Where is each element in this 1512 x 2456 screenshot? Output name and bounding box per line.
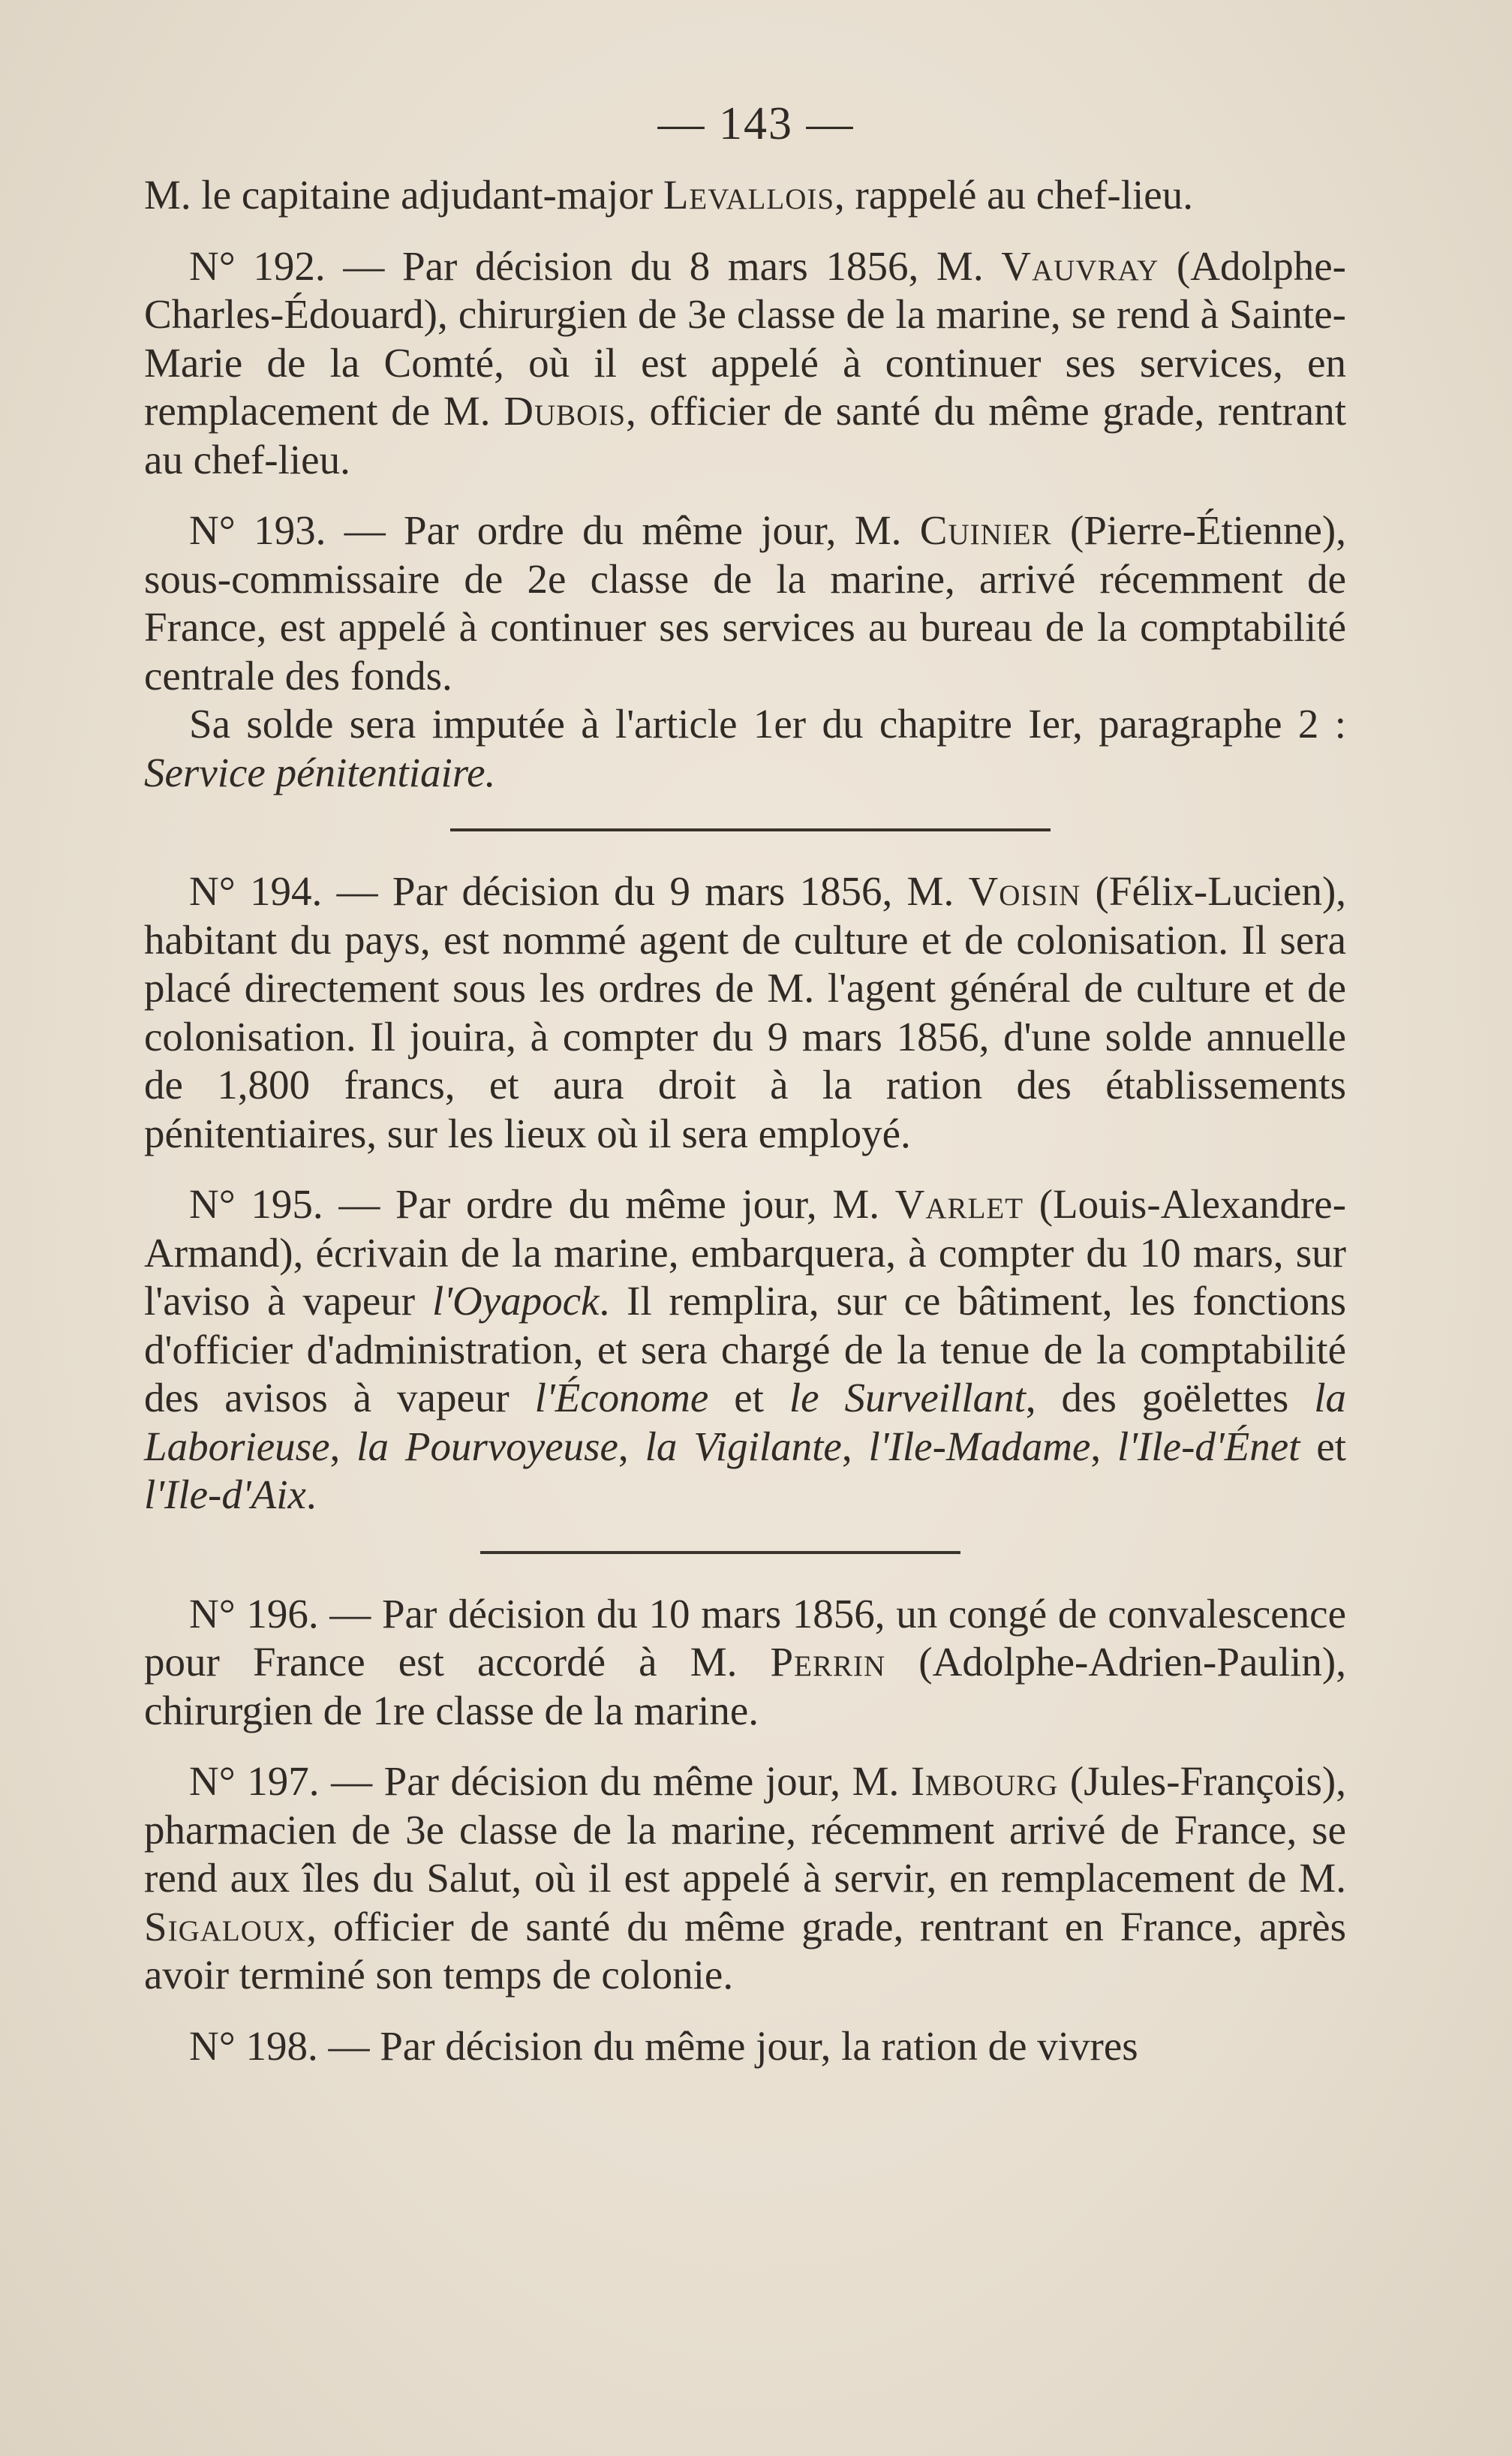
page-number: — 143 — bbox=[657, 98, 855, 149]
body-text bbox=[144, 171, 1346, 2070]
ship-name: la Laborieuse bbox=[144, 1375, 1347, 1469]
person-name: Levallois bbox=[663, 172, 835, 218]
italic-text: Service pénitentiaire. bbox=[144, 749, 496, 795]
person-name: Perrin bbox=[770, 1639, 886, 1685]
entry-number: N° 192. bbox=[189, 242, 326, 289]
text-run: — Par ordre du même jour, M. bbox=[323, 1181, 895, 1227]
entry-number: N° 197. bbox=[189, 1758, 320, 1804]
person-name: Vauvray bbox=[1001, 242, 1159, 289]
paragraph-193 bbox=[144, 507, 1346, 700]
paragraph-192 bbox=[144, 242, 1346, 485]
person-name: Imbourg bbox=[910, 1758, 1059, 1804]
text-run: , bbox=[329, 1423, 357, 1469]
text-run: — Par ordre du même jour, M. bbox=[326, 507, 920, 553]
entry-number: N° 194. bbox=[189, 868, 323, 914]
text-run: , officier de santé du même grade, rentrant au chef-lieu. bbox=[144, 388, 1347, 482]
paragraph-continuation bbox=[144, 171, 1346, 220]
text-run: (Louis-Alexandre-Armand), écrivain de la marine, embarquera, à compter du 10 mars, sur l'aviso à vapeur bbox=[144, 1181, 1347, 1324]
text-run: , bbox=[841, 1423, 869, 1469]
ship-name: l'Économe bbox=[534, 1375, 709, 1420]
text-run: (Pierre-Étienne), sous-commissaire de 2e classe de la marine, arrivé récemment de France, est appelé à continuer ses services au bureau de la comptabilité centrale des fonds. bbox=[144, 507, 1346, 699]
text-run: , rappelé au chef-lieu. bbox=[834, 172, 1193, 218]
ship-name: le Surveillant bbox=[789, 1375, 1026, 1420]
person-name: Cuinier bbox=[919, 507, 1052, 553]
entry-number: N° 193. bbox=[189, 507, 326, 553]
paragraph-196 bbox=[144, 1590, 1346, 1736]
entry-number: N° 195. bbox=[189, 1181, 323, 1227]
ship-name: l'Oyapock bbox=[431, 1278, 600, 1324]
ship-name: la Pourvoyeuse bbox=[356, 1423, 618, 1469]
entry-number: N° 198. bbox=[189, 2022, 318, 2069]
text-run: Sa solde sera imputée à l'article 1er du chapitre Ier, paragraphe 2 : bbox=[189, 701, 1346, 747]
person-name: Dubois bbox=[503, 388, 627, 434]
paragraph-194 bbox=[144, 867, 1346, 1158]
paragraph-193-note bbox=[144, 700, 1346, 797]
text-run: (Adolphe-Adrien-Paulin), chirurgien de 1re classe de la marine. bbox=[144, 1639, 1346, 1733]
paragraph-197 bbox=[144, 1757, 1346, 2000]
text-run: — Par décision du 10 mars 1856, un congé de convalescence pour France est accordé à M. bbox=[144, 1590, 1346, 1685]
text-run: (Adolphe-Charles-Édouard), chirurgien de 3e classe de la marine, se rend à Sainte-Marie de la Comté, où il est appelé à continuer ses services, en remplacement de M. bbox=[144, 242, 1346, 434]
person-name: Sigaloux bbox=[144, 1903, 307, 1949]
ship-name: l'Ile-d'Énet bbox=[1117, 1423, 1300, 1469]
text-run: — Par décision du même jour, M. bbox=[319, 1758, 911, 1804]
person-name: Voisin bbox=[968, 868, 1081, 914]
text-run: et bbox=[708, 1375, 789, 1420]
section-divider bbox=[480, 1551, 960, 1554]
text-run: — Par décision du 9 mars 1856, M. bbox=[322, 868, 969, 914]
text-run: , officier de santé du même grade, rentrant en France, après avoir terminé son temps de colonie. bbox=[144, 1903, 1346, 1998]
text-run: , des goëlettes bbox=[1025, 1375, 1315, 1420]
text-run: M. le capitaine adjudant-major bbox=[144, 172, 663, 218]
ship-name: l'Ile-Madame bbox=[868, 1423, 1091, 1469]
person-name: Varlet bbox=[894, 1181, 1024, 1227]
text-run: (Jules-François), pharmacien de 3e classe de la marine, récemment arrivé de France, se rend aux îles du Salut, où il est appelé à servir, en remplacement de M. bbox=[144, 1758, 1346, 1901]
text-run: et bbox=[1300, 1423, 1347, 1469]
section-divider bbox=[450, 828, 1051, 831]
paragraph-198 bbox=[144, 2022, 1346, 2071]
text-run: — Par décision du 8 mars 1856, M. bbox=[325, 242, 1002, 289]
text-run: . Il remplira, sur ce bâtiment, les fonctions d'officier d'administration, et sera chargé de la tenue de la comptabilité des avisos à vapeur bbox=[144, 1278, 1347, 1420]
text-run: . bbox=[305, 1471, 317, 1517]
ship-name: la Vigilante bbox=[645, 1423, 842, 1469]
text-run: , bbox=[618, 1423, 645, 1469]
entry-number: N° 196. bbox=[189, 1590, 319, 1637]
paragraph-195 bbox=[144, 1180, 1346, 1520]
text-run: (Félix-Lucien), habitant du pays, est nommé agent de culture et de colonisation. Il sera placé directement sous les ordres de M. l'agent général de culture et de colonisation. Il jouira, à compter du 9 mars 1856, d'une solde annuelle de 1,800 francs, et aura droit à la ration des établissements pénitentiaires, sur les lieux où il sera employé. bbox=[144, 868, 1347, 1156]
ship-name: l'Ile-d'Aix bbox=[144, 1471, 306, 1517]
text-run: , bbox=[1090, 1423, 1118, 1469]
text-run: — Par décision du même jour, la ration de vivres bbox=[317, 2022, 1138, 2069]
